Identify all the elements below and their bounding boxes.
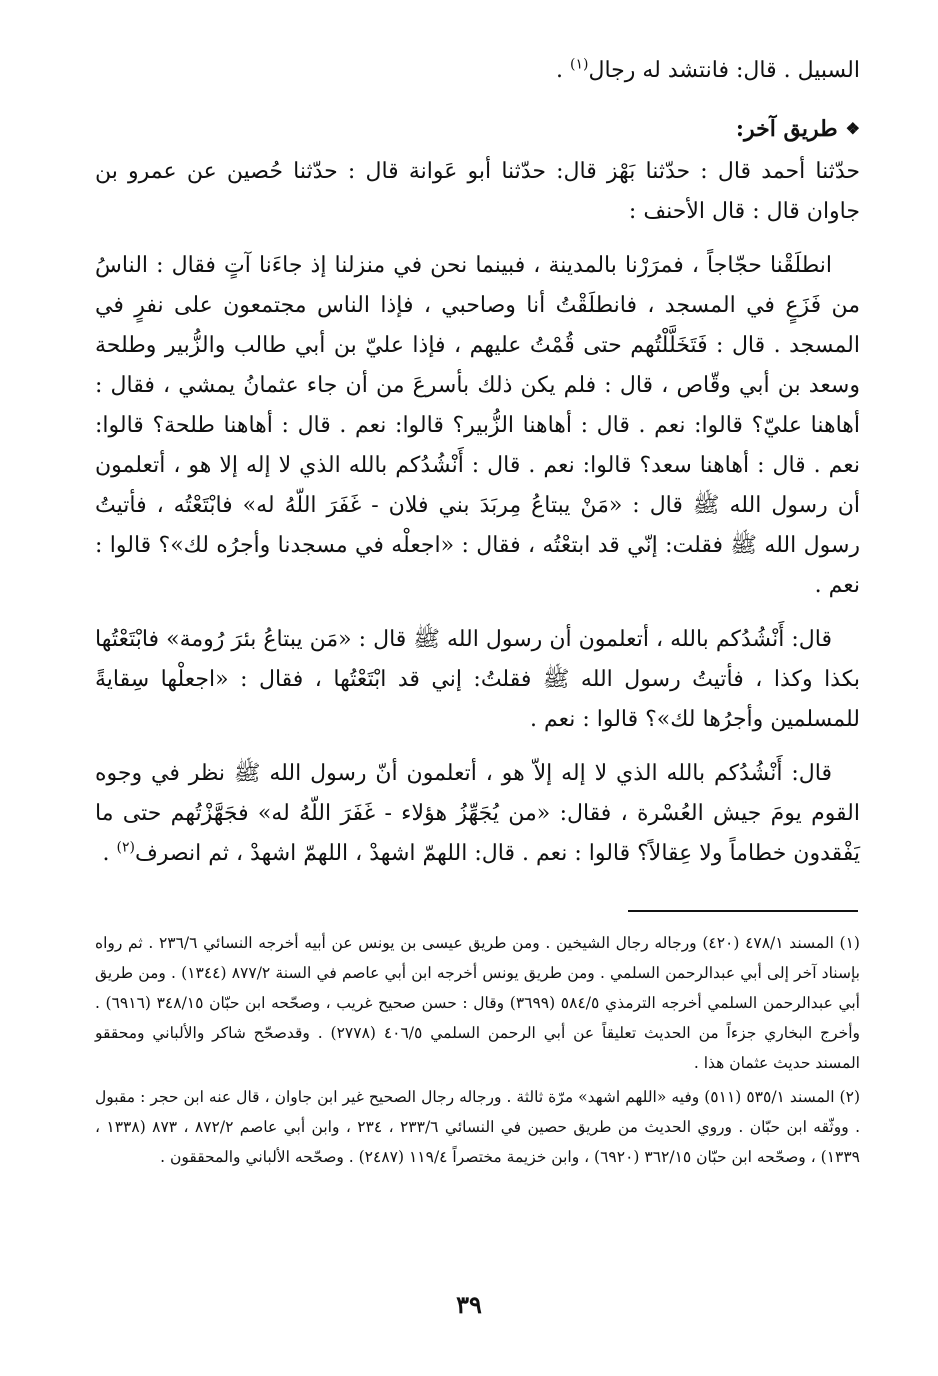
page-number: ٣٩ — [456, 1290, 482, 1319]
hadith-paragraph-3: قال: أَنْشُدُكم بالله الذي لا إله إلاّ هو ، أتعلمون أنّ رسول الله ﷺ نظر في وجوه القوم يومَ جيش العُسْرة ، فقال: «من يُجَهِّزُ هؤلاء - غَفَرَ اللّهُ له» فجَهَّزْتُهم حتى ما يَفْقدون خطاماً ولا عِقالاً؟ قالوا : نعم . قال: اللهمّ اشهدْ ، اللهمّ اشهدْ ، ثم انصرف$^{(٢)}$ . — [95, 761, 860, 866]
footnote-2: (٢) المسند ٥٣٥/١ (٥١١) وفيه «اللهم اشهد» مرّة ثالثة . ورجاله رجال الصحيح غير ابن جاوان ، قال عنه ابن حجر : مقبول . ووثّقه ابن حبّان . وروي الحديث من طريق حصين في النسائي ٢٣٣/٦ ، ٢٣٤ ، وابن أبي عاصم ٨٧٢/٢ ، ٨٧٣ (١٣٣٨ ، ١٣٣٩) ، وصحّحه ابن حبّان ٣٦٢/١٥ (٦٩٢٠) ، وابن خزيمة مختصراً ١١٩/٤ (٢٤٨٧) . وصحّحه الألباني والمحققون . — [95, 1088, 860, 1166]
section-heading-text: طريق آخر: — [735, 116, 838, 142]
main-text — [95, 50, 860, 888]
footnotes — [95, 928, 860, 1176]
diamond-icon: ❖ — [845, 119, 860, 138]
hadith-paragraph-2: قال: أَنْشُدُكم بالله ، أتعلمون أن رسول الله ﷺ قال : «مَن يبتاعُ بئرَ رُومة» فابْتَعْتُها بكذا وكذا ، فأتيتُ رسول الله ﷺ فقلتُ: إني قد ابْتَعْتُها ، فقال : «اجعلْها سِقايةً للمسلمين وأجرُها لك»؟ قالوا : نعم . — [95, 627, 860, 732]
footnote-ref-1[interactable]: (١) — [570, 56, 589, 73]
footnote-1: (١) المسند ٤٧٨/١ (٤٢٠) ورجاله رجال الشيخين . ومن طريق عيسى بن يونس عن أبيه أخرجه النسائي ٢٣٦/٦ . ثم رواه بإسناد آخر إلى أبي عبدالرحمن السلمي . ومن طريق يونس أخرجه ابن أبي عاصم في السنة ٨٧٧/٢ (١٣٤٤) . ومن طريق أبي عبدالرحمن السلمي أخرجه الترمذي ٥٨٤/٥ (٣٦٩٩) وقال : حسن صحيح غريب ، وصحّحه ابن حبّان ٣٤٨/١٥ (٦٩١٦) . وأخرج البخاري جزءاً من الحديث تعليقاً عن أبي الرحمن السلمي ٤٠٦/٥ (٢٧٧٨) . وقدصحّح شاكر والألباني ومحققو المسند حديث عثمان هذا . — [95, 934, 860, 1072]
footnote-divider — [628, 910, 858, 912]
continuation-line: السبيل . قال: فانتشد له رجال$^{(١)}$ . — [556, 56, 860, 83]
section-heading — [95, 108, 860, 150]
footnote-ref-2[interactable]: (٢) — [116, 839, 135, 856]
hadith-paragraph-1: انطلَقْنا حجّاجاً ، فمرَرْنا بالمدينة ، فبينما نحن في منزلنا إذ جاءَنا آتٍ فقال : الناسُ من فَزَعٍ في المسجد ، فانطلَقْتُ أنا وصاحبي ، فإذا الناس مجتمعون على نفرٍ في المسجد . قال : فَتَخَلَّلْتُهم حتى قُمْتُ عليهم ، فإذا عليّ بن أبي طالب والزُّبير وطلحة وسعد بن أبي وقّاص ، قال : فلم يكن ذلك بأسرعَ من أن جاء عثمانُ يمشي ، فقال : أهاهنا عليّ؟ قالوا: نعم . قال : أهاهنا الزُّبير؟ قالوا: نعم . قال : أهاهنا طلحة؟ قالوا: نعم . قال : أهاهنا سعد؟ قالوا: نعم . قال : أَنْشُدُكم بالله الذي لا إله إلا هو ، أتعلمون أن رسول الله ﷺ قال : «مَنْ يبتاعُ مِربَدَ بني فلان - غَفَرَ اللّهُ له» فابْتَعْتُه ، فأتيتُ رسول الله ﷺ فقلت: إنّي قد ابتعْتُه ، فقال : «اجعلْه في مسجدنا وأجرُه لك»؟ قالوا : نعم . — [95, 253, 860, 598]
isnad-paragraph: حدّثنا أحمد قال : حدّثنا بَهْز قال: حدّثنا أبو عَوانة قال : حدّثنا حُصين عن عمرو بن جاوان قال : قال الأحنف : — [95, 159, 860, 224]
